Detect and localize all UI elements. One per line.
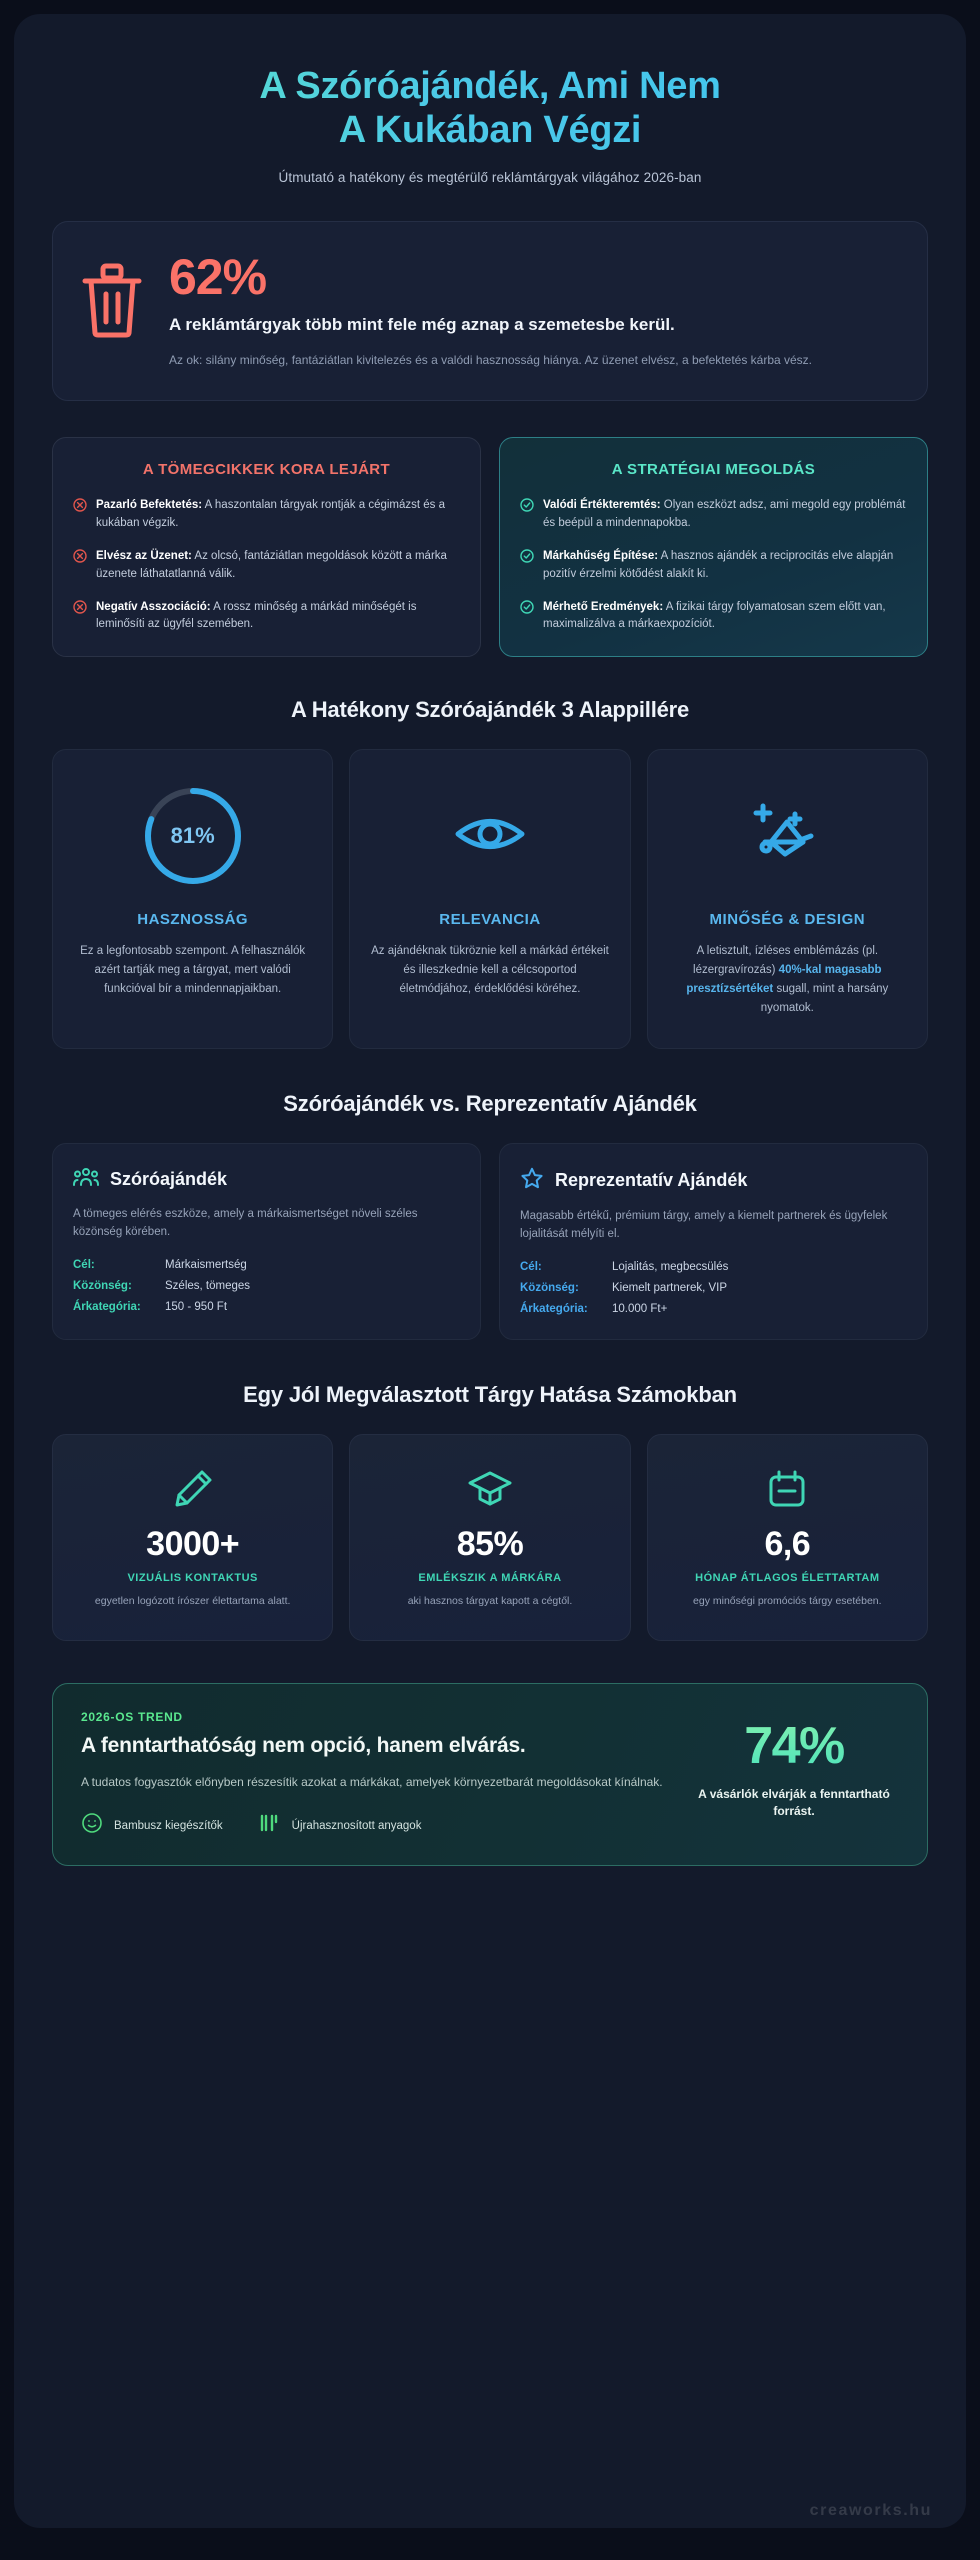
- row-key: Cél:: [520, 1261, 542, 1274]
- row-value: Márkaismertség: [165, 1259, 247, 1272]
- page-subtitle: Útmutató a hatékony és megtérülő reklámtárgyak világához 2026-ban: [278, 170, 702, 186]
- row-key: Cél:: [73, 1259, 95, 1272]
- stat-card-emlekszik-a-markara: [349, 1434, 630, 1641]
- row-value: Széles, tömeges: [165, 1280, 251, 1293]
- vs-card-header: [73, 1166, 460, 1193]
- eye-icon: [454, 807, 526, 866]
- stat-sublabel: aki hasznos tárgyat kapott a cégtől.: [407, 1595, 573, 1608]
- x-circle-icon: [73, 498, 87, 517]
- list-item-text: A haszontalan tárgyak rontják a cégimázst és a kukában végzik.: [96, 499, 446, 530]
- vs-card-rows: [73, 1259, 460, 1313]
- hero-stat-card: [52, 221, 928, 401]
- list-item-bold: Elvész az Üzenet:: [96, 549, 192, 562]
- list-item: [520, 599, 907, 635]
- pillar-ring-value: 81%: [170, 823, 215, 849]
- list-item-bold: Valódi Értékteremtés:: [543, 499, 661, 512]
- vs-section-heading: Szóróajándék vs. Reprezentatív Ajándék: [283, 1090, 697, 1116]
- row-key: Árkategória:: [520, 1303, 588, 1316]
- list-item-text: A rossz minőség a márkád minőségét is leminősíti az ügyfél szemében.: [96, 600, 417, 631]
- sparkle-gem-icon: [751, 798, 823, 875]
- page-title: [52, 64, 928, 152]
- trend-tag: [81, 1812, 223, 1839]
- row-value: Kiemelt partnerek, VIP: [612, 1282, 728, 1295]
- vs-card-header: [520, 1166, 907, 1195]
- infographic-frame: [14, 14, 966, 2528]
- list-item: [520, 548, 907, 584]
- recycle-icon: [257, 1813, 281, 1838]
- check-circle-icon: [520, 600, 534, 619]
- hero-description: Az ok: silány minőség, fantáziátlan kivitelezés és a valódi hasznosság hiánya. Az üzenet elvész, a befektetés kárba vész.: [169, 352, 813, 367]
- pillar-title: HASZNOSSÁG: [137, 911, 249, 929]
- list-item: [73, 599, 460, 635]
- pillar-title: RELEVANCIA: [439, 911, 541, 929]
- row-value: 150 - 950 Ft: [165, 1301, 228, 1314]
- pillar-card-relevancia: [349, 749, 630, 1048]
- pillar-desc-pre: A letisztult, ízléses emblémázás (pl. lézergravírozás): [693, 944, 879, 976]
- people-group-icon: [73, 1166, 99, 1193]
- row-value: 10.000 Ft+: [612, 1303, 668, 1316]
- trash-icon: [81, 262, 143, 343]
- trend-description: A tudatos fogyasztók előnyben részesítik azokat a márkákat, amelyek környezetbarát megoldásokat kínálnak.: [81, 1775, 663, 1790]
- stat-sublabel: egy minőségi promóciós tárgy esetében.: [693, 1595, 882, 1608]
- list-item-bold: Negatív Asszociáció:: [96, 600, 211, 613]
- row-value: Lojalitás, megbecsülés: [612, 1261, 729, 1274]
- list-item: [520, 497, 907, 533]
- vs-card-rows: [520, 1261, 907, 1315]
- row-key: Közönség:: [520, 1282, 579, 1295]
- table-row: [73, 1280, 460, 1292]
- hero-lead-text: A reklámtárgyak több mint fele még aznap a szemetesbe kerül.: [169, 315, 675, 335]
- x-circle-icon: [73, 600, 87, 619]
- stat-label: EMLÉKSZIK A MÁRKÁRA: [418, 1572, 562, 1585]
- list-item-text: A hasznos ajándék a reciprocitás elve alapján pozitív érzelmi kötődést alakít ki.: [543, 549, 894, 580]
- stat-label: VIZUÁLIS KONTAKTUS: [127, 1572, 258, 1585]
- pillar-description: [668, 942, 907, 1018]
- graduation-cap-icon: [467, 1461, 513, 1517]
- check-circle-icon: [520, 498, 534, 517]
- pillar-title: MINŐSÉG & DESIGN: [709, 911, 866, 929]
- stat-sublabel: egyetlen logózott írószer élettartama alatt.: [94, 1595, 291, 1608]
- trend-percent: 74%: [689, 1720, 899, 1772]
- pillars-section-heading: A Hatékony Szóróajándék 3 Alappillére: [290, 697, 690, 723]
- vs-card-reprezentativ-ajandek: [499, 1143, 928, 1341]
- pencil-icon: [171, 1461, 215, 1517]
- problem-card-heading: A TÖMEGCIKKEK KORA LEJÁRT: [142, 460, 391, 478]
- progress-ring-icon: [141, 784, 245, 888]
- table-row: [73, 1301, 460, 1313]
- star-icon: [520, 1166, 544, 1195]
- pillar-desc-pre: Ez a legfontosabb szempont. A felhasználók azért tartják meg a tárgyat, mert valódi funkcióval bír a mindennapjaikban.: [80, 944, 306, 995]
- stat-card-honap-atlagos-elettartam: [647, 1434, 928, 1641]
- trend-card: [52, 1683, 928, 1866]
- solution-card-heading: A STRATÉGIAI MEGOLDÁS: [611, 460, 816, 478]
- trend-tags: [81, 1812, 663, 1839]
- trend-tag: [257, 1813, 422, 1838]
- leaf-smile-icon: [81, 1812, 103, 1839]
- list-item-bold: Márkahűség Építése:: [543, 549, 659, 562]
- comparison-columns: [52, 437, 928, 657]
- trend-caption: A vásárlók elvárják a fenntartható forrást.: [698, 1786, 890, 1819]
- pillar-icon-wrap: [751, 780, 823, 892]
- x-circle-icon: [73, 549, 87, 568]
- calendar-icon: [766, 1461, 808, 1517]
- list-item: [73, 497, 460, 533]
- check-circle-icon: [520, 549, 534, 568]
- numbers-grid: [52, 1434, 928, 1641]
- trend-right: [689, 1710, 899, 1821]
- vs-card-szoroajandek: [52, 1143, 481, 1341]
- table-row: [520, 1303, 907, 1315]
- vs-grid: [52, 1143, 928, 1341]
- solution-card: [499, 437, 928, 657]
- table-row: [520, 1261, 907, 1273]
- trend-tag-label: Bambusz kiegészítők: [114, 1819, 223, 1832]
- pillar-card-minoseg-design: [647, 749, 928, 1048]
- vs-card-description: A tömeges elérés eszköze, amely a márkaismertséget növeli széles közönség körében.: [73, 1207, 418, 1238]
- vs-card-title: Reprezentatív Ajándék: [555, 1169, 748, 1190]
- row-key: Közönség:: [73, 1280, 132, 1293]
- list-item-text: A fizikai tárgy folyamatosan szem előtt van, maximalizálva a márkaexpozíciót.: [543, 600, 886, 631]
- list-item: [73, 548, 460, 584]
- trend-left: [81, 1710, 663, 1839]
- pillar-icon-wrap: [141, 780, 245, 892]
- stat-value: 85%: [456, 1525, 524, 1564]
- stat-label: HÓNAP ÁTLAGOS ÉLETTARTAM: [695, 1572, 880, 1585]
- table-row: [73, 1259, 460, 1271]
- stat-value: 6,6: [764, 1525, 811, 1564]
- pillar-card-hasznossag: [52, 749, 333, 1048]
- problem-card: [52, 437, 481, 657]
- pillar-icon-wrap: [454, 780, 526, 892]
- list-item-text: Az olcsó, fantáziátlan megoldások között a márka üzenete láthatatlanná válik.: [96, 549, 447, 580]
- page-title-line-2: A Kukában Végzi: [338, 109, 642, 152]
- row-key: Árkategória:: [73, 1301, 141, 1314]
- pillar-desc-bold: 40%-kal magasabb presztízsértéket: [686, 963, 882, 995]
- list-item-text: Olyan eszközt adsz, ami megold egy problémát és beépül a mindennapokba.: [543, 499, 906, 530]
- vs-card-description: Magasabb értékű, prémium tárgy, amely a kiemelt partnerek és ügyfelek lojalitását mélyíti el.: [520, 1209, 888, 1240]
- table-row: [520, 1282, 907, 1294]
- pillar-description: [370, 942, 609, 999]
- pillar-desc-post: sugall, mint a harsány nyomatok.: [760, 982, 889, 1014]
- hero-percent: 62%: [169, 249, 267, 306]
- list-item-bold: Pazarló Befektetés:: [96, 499, 203, 512]
- list-item-bold: Mérhető Eredmények:: [543, 600, 664, 613]
- pillar-desc-pre: Az ajándéknak tükröznie kell a márkád értékeit és illeszkednie kell a célcsoportod életmódjához, érdeklődési köréhez.: [371, 944, 609, 995]
- page-title-line-1: A Szóróajándék, Ami Nem: [259, 65, 721, 107]
- trend-title: A fenntarthatóság nem opció, hanem elvárás.: [81, 1733, 526, 1757]
- numbers-section-heading: Egy Jól Megválasztott Tárgy Hatása Számokban: [243, 1382, 737, 1408]
- trend-kicker: 2026-OS TREND: [81, 1709, 183, 1724]
- stat-card-vizualis-kontaktus: [52, 1434, 333, 1641]
- watermark: creaworks.hu: [809, 2502, 932, 2519]
- trend-tag-label: Újrahasznosított anyagok: [291, 1819, 422, 1832]
- vs-card-title: Szóróajándék: [110, 1168, 228, 1189]
- pillar-description: [73, 942, 312, 999]
- pillars-grid: [52, 749, 928, 1048]
- stat-value: 3000+: [146, 1525, 240, 1564]
